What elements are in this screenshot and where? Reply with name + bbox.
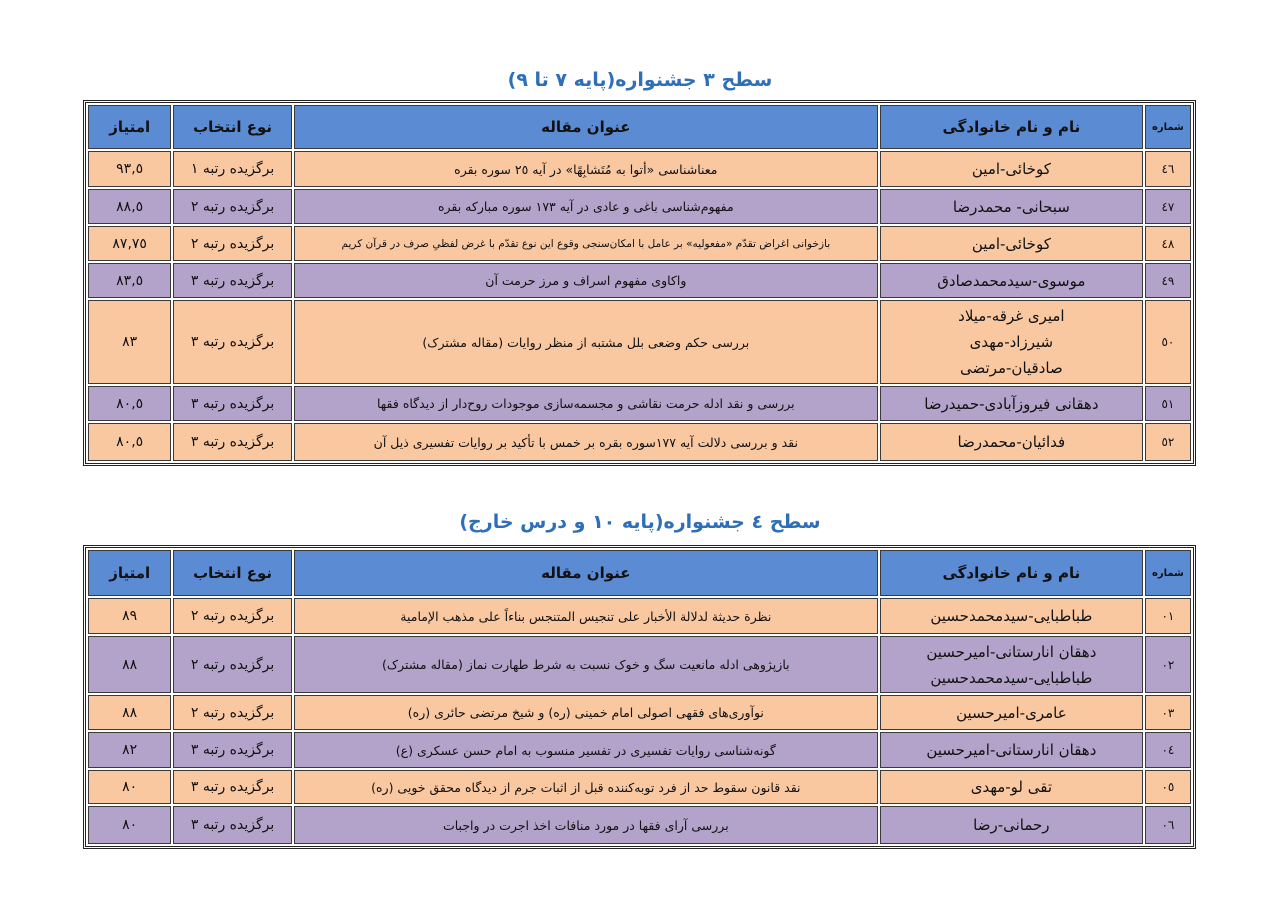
row-number: ٤٨ [1145, 226, 1191, 261]
row-number: ٠١ [1145, 598, 1191, 634]
column-header-number: شماره [1145, 105, 1191, 149]
participant-name-line: دهقان انارستانی-امیرحسین [926, 642, 1097, 661]
score: ٨٣ [88, 300, 171, 384]
participant-name-line: صادقیان-مرتضی [960, 359, 1063, 377]
participant-name-line: عامری-امیرحسین [956, 703, 1067, 722]
participant-name-line: شیرزاد-مهدی [969, 333, 1054, 351]
participant-name [880, 732, 1143, 768]
participant-name [880, 806, 1143, 844]
score: ٨٨ [88, 636, 171, 693]
article-title: بررسی و نقد ادله حرمت نقاشی و مجسمه‌سازی موجودات روح‌دار از دیدگاه فقها [294, 386, 878, 421]
article-title: گونه‌شناسی روایات تفسیری در تفسیر منسوب به امام حسن عسکری (ع) [294, 732, 878, 768]
selection-type: برگزیده رتبه ٣ [173, 423, 291, 461]
participant-name [880, 300, 1143, 384]
table-row [88, 226, 1191, 261]
selection-type: برگزیده رتبه ٣ [173, 386, 291, 421]
participant-name [880, 151, 1143, 187]
article-title: نوآوری‌های فقهی اصولی امام خمینی (ره) و شیخ مرتضی حائری (ره) [294, 695, 878, 730]
row-number: ٤٩ [1145, 263, 1191, 298]
participant-name [880, 636, 1143, 693]
participant-name [880, 226, 1143, 261]
score: ٨٠,٥ [88, 423, 171, 461]
score: ٨٧,٧٥ [88, 226, 171, 261]
row-number: ٠٦ [1145, 806, 1191, 844]
row-number: ٠٤ [1145, 732, 1191, 768]
score: ٨٠,٥ [88, 386, 171, 421]
score: ٨٢ [88, 732, 171, 768]
table-header-row [88, 550, 1191, 596]
column-header-score: امتیاز [88, 550, 171, 596]
article-title: نقد و بررسی دلالت آیه ١٧٧سوره بقره بر خمس با تأکید بر روایات تفسیری ذیل آن [294, 423, 878, 461]
article-title: واکاوی مفهوم اسراف و مرز حرمت آن [294, 263, 878, 298]
participant-name [880, 770, 1143, 804]
article-title: بررسی حکم وضعی بلل مشتبه از منظر روایات (مقاله مشترک) [294, 300, 878, 384]
column-header-number: شماره [1145, 550, 1191, 596]
table-row [88, 732, 1191, 768]
selection-type: برگزیده رتبه ٣ [173, 732, 291, 768]
participant-name-line: دهقانی فیروزآبادی-حمیدرضا [924, 394, 1099, 413]
column-header-score: امتیاز [88, 105, 171, 149]
article-title: بازپژوهی ادله مانعیت سگ و خوک نسبت به شرط طهارت نماز (مقاله مشترک) [294, 636, 878, 693]
row-number: ٠٥ [1145, 770, 1191, 804]
section-title: سطح ٣ جشنواره(پایه ٧ تا ٩) [507, 69, 773, 91]
column-header-selection: نوع انتخاب [173, 105, 291, 149]
participant-name [880, 263, 1143, 298]
selection-type: برگزیده رتبه ٣ [173, 263, 291, 298]
table-row [88, 300, 1191, 384]
participant-name [880, 598, 1143, 634]
participant-name [880, 386, 1143, 421]
column-header-name: نام و نام خانوادگی [880, 550, 1143, 596]
column-header-name: نام و نام خانوادگی [880, 105, 1143, 149]
table-row [88, 386, 1191, 421]
score: ٨٣,٥ [88, 263, 171, 298]
table-row [88, 598, 1191, 634]
participant-name-line: امیری غرقه-میلاد [958, 307, 1065, 325]
participant-name [880, 423, 1143, 461]
participant-name-line: دهقان انارستانی-امیرحسین [926, 741, 1097, 759]
column-header-selection: نوع انتخاب [173, 550, 291, 596]
participant-name-line: موسوی-سیدمحمدصادق [937, 271, 1086, 290]
table-row [88, 423, 1191, 461]
table-row [88, 189, 1191, 224]
participant-name-line: طباطبایی-سیدمحمدحسین [930, 668, 1093, 687]
score: ٨٩ [88, 598, 171, 634]
selection-type: برگزیده رتبه ٢ [173, 636, 291, 693]
section-title: سطح ٤ جشنواره(پایه ١٠ و درس خارج) [459, 511, 821, 533]
table-row [88, 151, 1191, 187]
article-title: مفهوم‌شناسی باغی و عادی در آیه ١٧٣ سوره مبارکه بقره [294, 189, 878, 224]
participant-name-line: رحمانی-رضا [973, 816, 1050, 834]
article-title: بررسی آرای فقها در مورد منافات اخذ اجرت در واجبات [294, 806, 878, 844]
row-number: ٤٧ [1145, 189, 1191, 224]
score: ٨٠ [88, 770, 171, 804]
participant-name [880, 189, 1143, 224]
table-row [88, 806, 1191, 844]
article-title: نقد قانون سقوط حد از فرد توبه‌کننده قبل از اثبات جرم از دیدگاه محقق خویی (ره) [294, 770, 878, 804]
row-number: ٠٢ [1145, 636, 1191, 693]
results-table [83, 100, 1196, 466]
selection-type: برگزیده رتبه ٢ [173, 695, 291, 730]
row-number: ٥٠ [1145, 300, 1191, 384]
row-number: ٤٦ [1145, 151, 1191, 187]
selection-type: برگزیده رتبه ٢ [173, 226, 291, 261]
participant-name-line: طباطبایی-سیدمحمدحسین [930, 607, 1093, 625]
article-title: بازخوانی اغراض تقدّم «مفعولیه» بر عامل با امکان‌سنجی وقوع این نوع تقدّم با غرض لفظیِ صرف در قرآن کریم [294, 226, 878, 261]
table-row [88, 770, 1191, 804]
selection-type: برگزیده رتبه ١ [173, 151, 291, 187]
results-table-level-3 [83, 100, 1196, 466]
table-header-row [88, 105, 1191, 149]
results-table-level-4 [83, 545, 1196, 849]
table-row [88, 636, 1191, 693]
article-title: نظرة حدیثة لدلالة الأخبار علی تنجیس المتنجس بناءاً علی مذهب الإمامیة [294, 598, 878, 634]
row-number: ٥١ [1145, 386, 1191, 421]
column-header-title: عنوان مقاله [294, 550, 878, 596]
selection-type: برگزیده رتبه ٣ [173, 806, 291, 844]
results-table [83, 545, 1196, 849]
participant-name [880, 695, 1143, 730]
selection-type: برگزیده رتبه ٢ [173, 598, 291, 634]
column-header-title: عنوان مقاله [294, 105, 878, 149]
participant-name-line: فدائیان-محمدرضا [957, 433, 1066, 451]
selection-type: برگزیده رتبه ٢ [173, 189, 291, 224]
selection-type: برگزیده رتبه ٣ [173, 770, 291, 804]
row-number: ٥٢ [1145, 423, 1191, 461]
selection-type: برگزیده رتبه ٣ [173, 300, 291, 384]
participant-name-line: سبحانی- محمدرضا [952, 197, 1070, 216]
score: ٨٨ [88, 695, 171, 730]
score: ٨٨,٥ [88, 189, 171, 224]
table-row [88, 263, 1191, 298]
participant-name-line: تقی لو-مهدی [970, 778, 1053, 796]
participant-name-line: کوخائی-امین [971, 234, 1051, 253]
score: ٨٠ [88, 806, 171, 844]
row-number: ٠٣ [1145, 695, 1191, 730]
article-title: معناشناسی «أتوا به مُتَشابِهًا» در آیه ٢٥ سوره بقره [294, 151, 878, 187]
score: ٩٣,٥ [88, 151, 171, 187]
participant-name-line: کوخائی-امین [971, 160, 1051, 178]
table-row [88, 695, 1191, 730]
